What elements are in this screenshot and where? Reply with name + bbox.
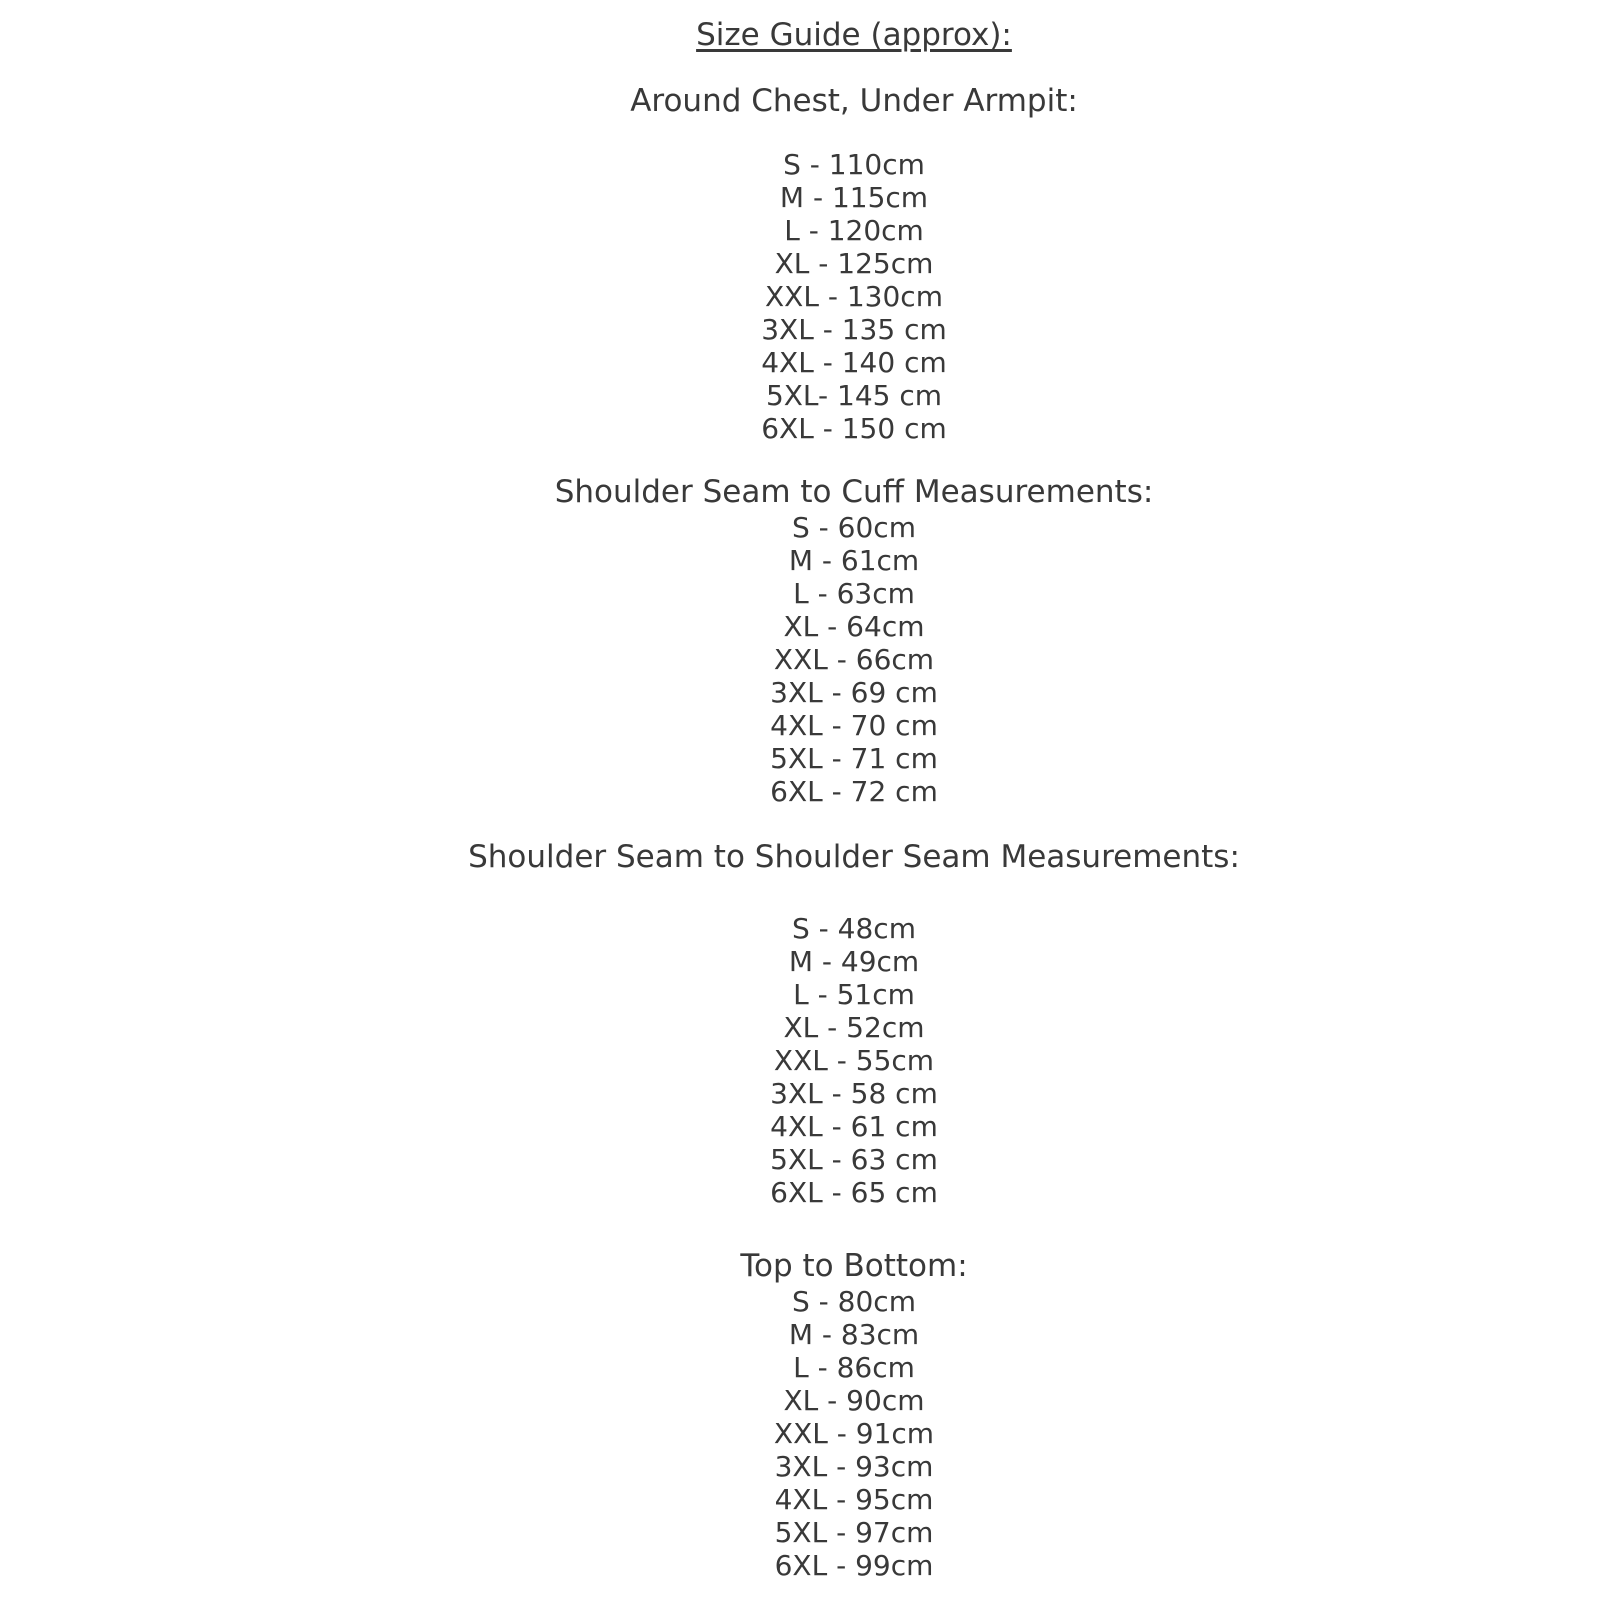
size-row: 6XL - 99cm (774, 1549, 934, 1582)
size-row: S - 110cm (783, 148, 925, 181)
size-row: 5XL - 71 cm (770, 742, 938, 775)
size-row: 5XL - 63 cm (770, 1143, 938, 1176)
size-row: S - 80cm (792, 1285, 916, 1318)
size-row: 3XL - 69 cm (770, 676, 938, 709)
section-heading: Shoulder Seam to Shoulder Seam Measurements: (468, 839, 1240, 875)
size-row: XXL - 91cm (773, 1417, 935, 1450)
size-section (108, 82, 1600, 445)
size-row: M - 83cm (788, 1318, 920, 1351)
size-row: M - 61cm (788, 544, 920, 577)
size-row: L - 120cm (784, 214, 924, 247)
size-row: L - 86cm (793, 1351, 915, 1384)
size-row: XL - 64cm (783, 610, 925, 643)
size-sections (108, 82, 1600, 1582)
page-title: Size Guide (approx): (696, 17, 1012, 53)
size-row: 5XL - 97cm (774, 1516, 934, 1549)
size-row: XXL - 55cm (773, 1044, 935, 1077)
size-row: 5XL- 145 cm (765, 379, 943, 412)
size-row: 3XL - 58 cm (770, 1077, 938, 1110)
size-row: XL - 52cm (783, 1011, 925, 1044)
size-row: M - 115cm (779, 181, 929, 214)
size-section (108, 473, 1600, 808)
size-row: 3XL - 93cm (774, 1450, 934, 1483)
size-row: 6XL - 150 cm (761, 412, 947, 445)
size-row: XL - 90cm (783, 1384, 925, 1417)
size-row: 4XL - 140 cm (761, 346, 947, 379)
size-row: 6XL - 65 cm (770, 1176, 938, 1209)
size-row: L - 63cm (793, 577, 915, 610)
size-row: 4XL - 95cm (774, 1483, 934, 1516)
size-row: L - 51cm (793, 978, 915, 1011)
size-row: 3XL - 135 cm (761, 313, 947, 346)
size-section (108, 1247, 1600, 1582)
section-heading: Top to Bottom: (740, 1248, 968, 1284)
size-row: M - 49cm (788, 945, 920, 978)
size-row: 6XL - 72 cm (770, 775, 938, 808)
section-heading: Shoulder Seam to Cuff Measurements: (554, 474, 1154, 510)
size-row: XXL - 130cm (765, 280, 943, 313)
size-row: 4XL - 61 cm (770, 1110, 938, 1143)
size-row: XXL - 66cm (773, 643, 935, 676)
size-section (108, 838, 1600, 1209)
size-row: 4XL - 70 cm (770, 709, 938, 742)
section-heading: Around Chest, Under Armpit: (630, 83, 1078, 119)
size-row: XL - 125cm (774, 247, 934, 280)
size-row: S - 48cm (792, 912, 916, 945)
size-row: S - 60cm (792, 511, 916, 544)
